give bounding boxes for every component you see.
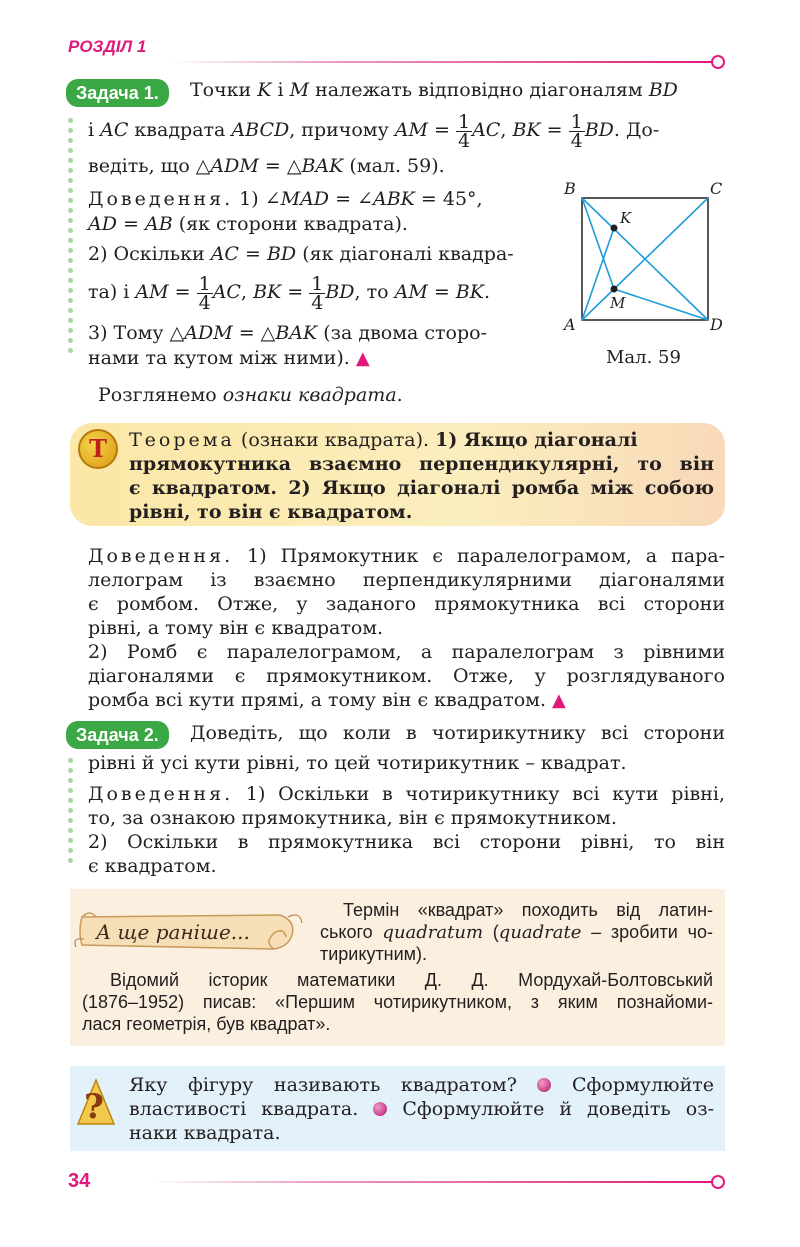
questions-line3: наки квадрата. (129, 1122, 281, 1144)
proof2-line5: 2) Ромб є паралелограмом, а паралелограм з рівними (88, 641, 725, 663)
proof2-line1: Доведення. 1) Прямокутник є паралелограмом, а пара- (88, 545, 725, 567)
qed-triangle-icon: ▲ (355, 348, 370, 369)
svg-text:B: B (564, 179, 576, 198)
task2-line4: то, за ознакою прямокутника, він є прямокутником. (88, 807, 617, 829)
figure-59-square (560, 178, 740, 338)
bullet-dot-icon (373, 1102, 387, 1116)
theorem-letter: Т (89, 434, 107, 463)
theorem-line3: є квадратом. 2) Якщо діагоналі ромба між собою (129, 477, 714, 499)
theorem-line1: Теорема (ознаки квадрата). 1) Якщо діагоналі (129, 429, 638, 451)
history-line6: лася геометрія, був квадрат». (82, 1014, 331, 1034)
svg-text:?: ? (84, 1087, 104, 1127)
history-line1: Термін «квадрат» походить від латин- (343, 900, 713, 920)
task2-line5: 2) Оскільки в прямокутника всі сторони рівні, то він (88, 831, 725, 853)
task2-badge: Задача 2. (66, 721, 169, 749)
fraction-one-quarter: $\frac{1}{4}$ (570, 110, 583, 152)
header-rule-end (711, 55, 725, 69)
figure-caption: Мал. 59 (606, 347, 681, 368)
question-mark-icon (72, 1072, 120, 1128)
qed-triangle-icon: ▲ (552, 690, 566, 711)
proof2-line4: рівні, а тому він є квадратом. (88, 617, 384, 639)
task1-proof-line2: AD = AB (як сторони квадрата). (88, 213, 408, 235)
header-rule (170, 61, 715, 63)
fraction-one-quarter: $\frac{1}{4}$ (198, 272, 211, 314)
bullet-dot-icon (537, 1078, 551, 1092)
questions-line2: властивості квадрата. Сформулюйте й доведіть оз- (129, 1098, 714, 1120)
svg-text:А ще раніше...: А ще раніше... (96, 920, 250, 944)
svg-text:A: A (564, 315, 576, 334)
fraction-one-quarter: $\frac{1}{4}$ (311, 272, 324, 314)
task1-line2: і AC квадрата ABCD, причому AM = $\frac{1}{4}$ AC, BK = $\frac{1}{4}$ BD. До- (88, 110, 660, 152)
task2-line1: Доведіть, що коли в чотирикутнику всі сторони (190, 722, 725, 744)
task2-line3: Доведення. 1) Оскільки в чотирикутнику всі кути рівні, (88, 783, 725, 805)
history-line2: ського quadratum (quadrate – зробити чо- (320, 922, 714, 943)
proof2-line6: діагоналями є прямокутником. Отже, у розглядуваного (88, 665, 725, 687)
svg-text:C: C (710, 179, 723, 198)
theorem-icon (78, 429, 118, 469)
footer-rule-end (711, 1175, 725, 1189)
fraction-one-quarter: $\frac{1}{4}$ (457, 110, 471, 152)
history-line5: (1876–1952) писав: «Першим чотирикутником, з яким познайоми- (82, 992, 713, 1012)
page-number: 34 (68, 1170, 91, 1192)
section-title: РОЗДІЛ 1 (68, 37, 147, 56)
task2-line6: є квадратом. (88, 855, 217, 877)
svg-text:D: D (710, 315, 723, 334)
footer-rule (150, 1181, 715, 1183)
task1-dots (68, 118, 72, 358)
history-line4: Відомий історик математики Д. Д. Мордухай-Болтовський (110, 970, 713, 990)
proof2-line2: лелограм із взаємно перпендикулярними діагоналями (88, 569, 725, 591)
svg-text:K: K (620, 209, 632, 227)
theorem-line2: прямокутника взаємно перпендикулярні, то він (129, 453, 714, 475)
intro-line: Розглянемо ознаки квадрата. (98, 384, 403, 406)
task2-line2: рівні й усі кути рівні, то цей чотирикутник – квадрат. (88, 752, 627, 774)
task1-proof-line4: та) і AM = $\frac{1}{4}$ AC, BK = $\frac{1}{4}$ BD, то AM = BK. (88, 272, 491, 314)
task1-proof-line5: 3) Тому △ADM = △BAK (за двома сторо- (88, 322, 487, 344)
task1-line3: ведіть, що △ADM = △BAK (мал. 59). (88, 155, 445, 177)
proof2-line7: ромба всі кути прямі, а тому він є квадратом. ▲ (88, 689, 566, 711)
task2-dots (68, 758, 72, 868)
task1-badge: Задача 1. (66, 79, 169, 107)
proof2-line3: є ромбом. Отже, у заданого прямокутника всі сторони (88, 593, 725, 615)
task1-proof-line6: нами та кутом між ними). ▲ (88, 347, 370, 369)
theorem-line4: рівні, то він є квадратом. (129, 501, 413, 523)
questions-line1: Яку фігуру називають квадратом? Сформулюйте (129, 1074, 714, 1096)
task1-line1: Точки K і M належать відповідно діагоналям BD (190, 79, 678, 101)
task1-proof-line1: Доведення. 1) ∠MAD = ∠ABK = 45°, (88, 188, 483, 210)
history-line3: тирикутним). (320, 944, 428, 964)
svg-text:M: M (610, 294, 626, 312)
scroll-banner (74, 903, 304, 959)
task1-proof-line3: 2) Оскільки AC = BD (як діагоналі квадра- (88, 243, 514, 265)
